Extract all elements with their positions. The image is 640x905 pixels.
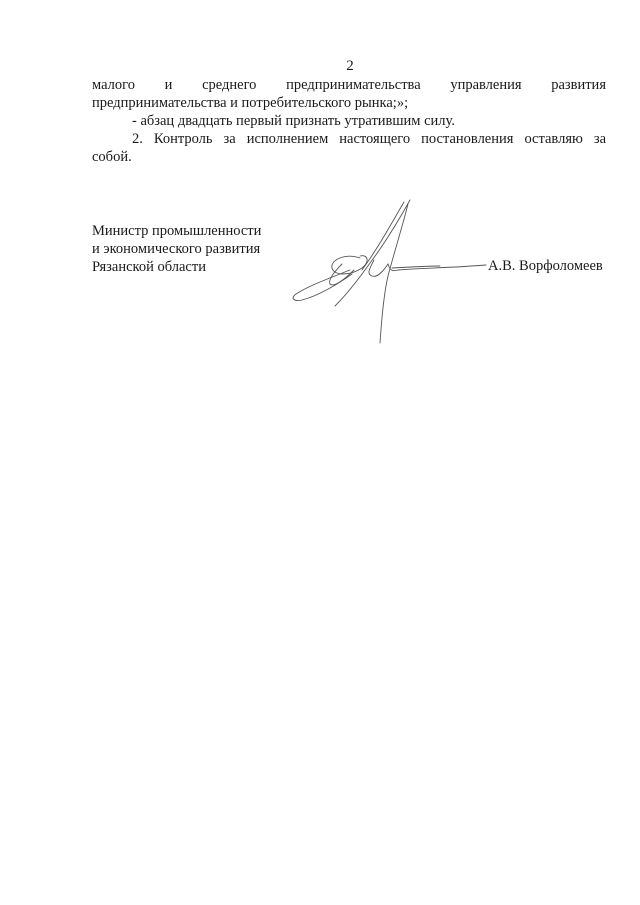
paragraph-line-1 [92, 76, 606, 94]
signatory-title [92, 222, 261, 276]
word: и [164, 77, 173, 93]
signatory-title-line-3: Рязанской области [92, 259, 206, 275]
page-number: 2 [346, 58, 354, 74]
paragraph-line-4: 2. Контроль за исполнением настоящего постановления оставляю за [132, 131, 606, 147]
signatory-title-line-2: и экономического развития [92, 241, 261, 257]
word: управления [450, 77, 522, 93]
word: малого [92, 77, 135, 93]
word: среднего [202, 77, 257, 93]
signatory-title-line-1: Министр промышленности [92, 223, 262, 239]
word: развития [551, 77, 606, 93]
handwritten-signature [290, 198, 490, 348]
paragraph-line-3: - абзац двадцать первый признать утратившим силу. [132, 113, 455, 129]
signatory-name: А.В. Ворфоломеев [488, 258, 603, 274]
paragraph-line-2: предпринимательства и потребительского рынка;»; [92, 95, 409, 111]
word: предпринимательства [286, 77, 421, 93]
paragraph-line-5: собой. [92, 149, 132, 165]
